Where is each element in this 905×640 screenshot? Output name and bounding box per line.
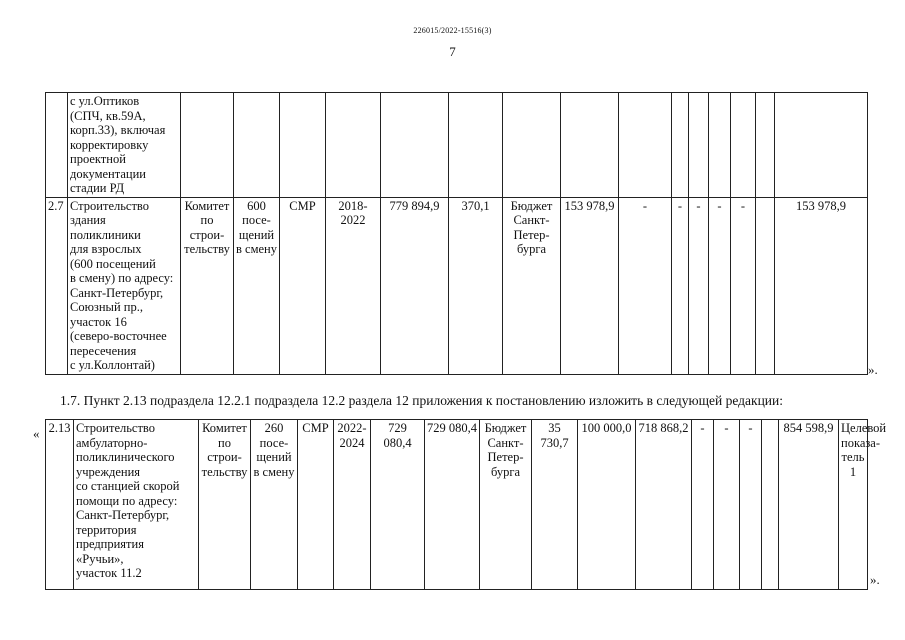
cell-funding: 370,1 — [449, 197, 503, 374]
closing-quote-2: ». — [870, 572, 880, 587]
cell-dash: - — [740, 420, 762, 590]
cell-work-type: СМР — [280, 197, 326, 374]
cell-cost: 729 080,4 — [371, 420, 425, 590]
cell-year-2024: 718 868,2 — [636, 420, 692, 590]
cell-capacity: 260 посе- щений в смену — [251, 420, 298, 590]
cell-dash: - — [672, 197, 689, 374]
cell-object-name: Строительство амбулаторно- поликлинического учреждения со станцией скорой помощи по адресу: Санкт-Петербург, территория предприятия «Ручьи», участок 11.2 — [74, 420, 199, 590]
cell-capacity: 600 посе- щений в смену — [234, 197, 280, 374]
cell-cost-2: 729 080,4 — [425, 420, 480, 590]
cell-num: 2.13 — [46, 420, 74, 590]
closing-quote-1: ». — [868, 362, 878, 377]
cell-year-2022: 35 730,7 — [532, 420, 578, 590]
cell-dash: - — [619, 197, 672, 374]
cell-object-name: Строительство здания поликлиники для взрослых (600 посещений в смену) по адресу: Санкт-Петербург, Союзный пр., участок 16 (северо-восточнее пересечения с ул.Коллонтай) — [68, 197, 181, 374]
cell-period: 2022- 2024 — [334, 420, 371, 590]
table-row — [46, 197, 868, 374]
cell-customer: Комитет по строи- тельству — [199, 420, 251, 590]
cell-source: Бюджет Санкт- Петер- бурга — [480, 420, 532, 590]
cell-num — [46, 93, 68, 198]
page-number: 7 — [449, 44, 456, 59]
cell-num: 2.7 — [46, 197, 68, 374]
program-table-1 — [45, 92, 868, 375]
cell-total: 153 978,9 — [775, 197, 868, 374]
table-row — [46, 420, 868, 590]
table-row — [46, 93, 868, 198]
cell-note: Целевой показа- тель 1 — [839, 420, 868, 590]
program-table-2 — [45, 419, 887, 590]
cell-customer: Комитет по строи- тельству — [181, 197, 234, 374]
document-number: 226015/2022-15516(3) — [413, 26, 492, 35]
opening-quote: « — [33, 426, 40, 441]
cell-dash: - — [689, 197, 709, 374]
cell-year-2023: 100 000,0 — [578, 420, 636, 590]
cell-source: Бюджет Санкт- Петер- бурга — [503, 197, 561, 374]
cell-period: 2018- 2022 — [326, 197, 381, 374]
cell-year-amount: 153 978,9 — [561, 197, 619, 374]
cell-dash: - — [714, 420, 740, 590]
cell-cost: 779 894,9 — [381, 197, 449, 374]
cell-total: 854 598,9 — [779, 420, 839, 590]
cell-work-type: СМР — [298, 420, 334, 590]
cell-dash: - — [731, 197, 756, 374]
amendment-paragraph: 1.7. Пункт 2.13 подраздела 12.2.1 подраздела 12.2 раздела 12 приложения к постановлению изложить в следующей редакции: — [60, 393, 784, 408]
cell-dash: - — [709, 197, 731, 374]
cell-dash: - — [692, 420, 714, 590]
cell-object-name: с ул.Оптиков (СПЧ, кв.59А, корп.33), включая корректировку проектной документации стадии РД — [68, 93, 181, 198]
